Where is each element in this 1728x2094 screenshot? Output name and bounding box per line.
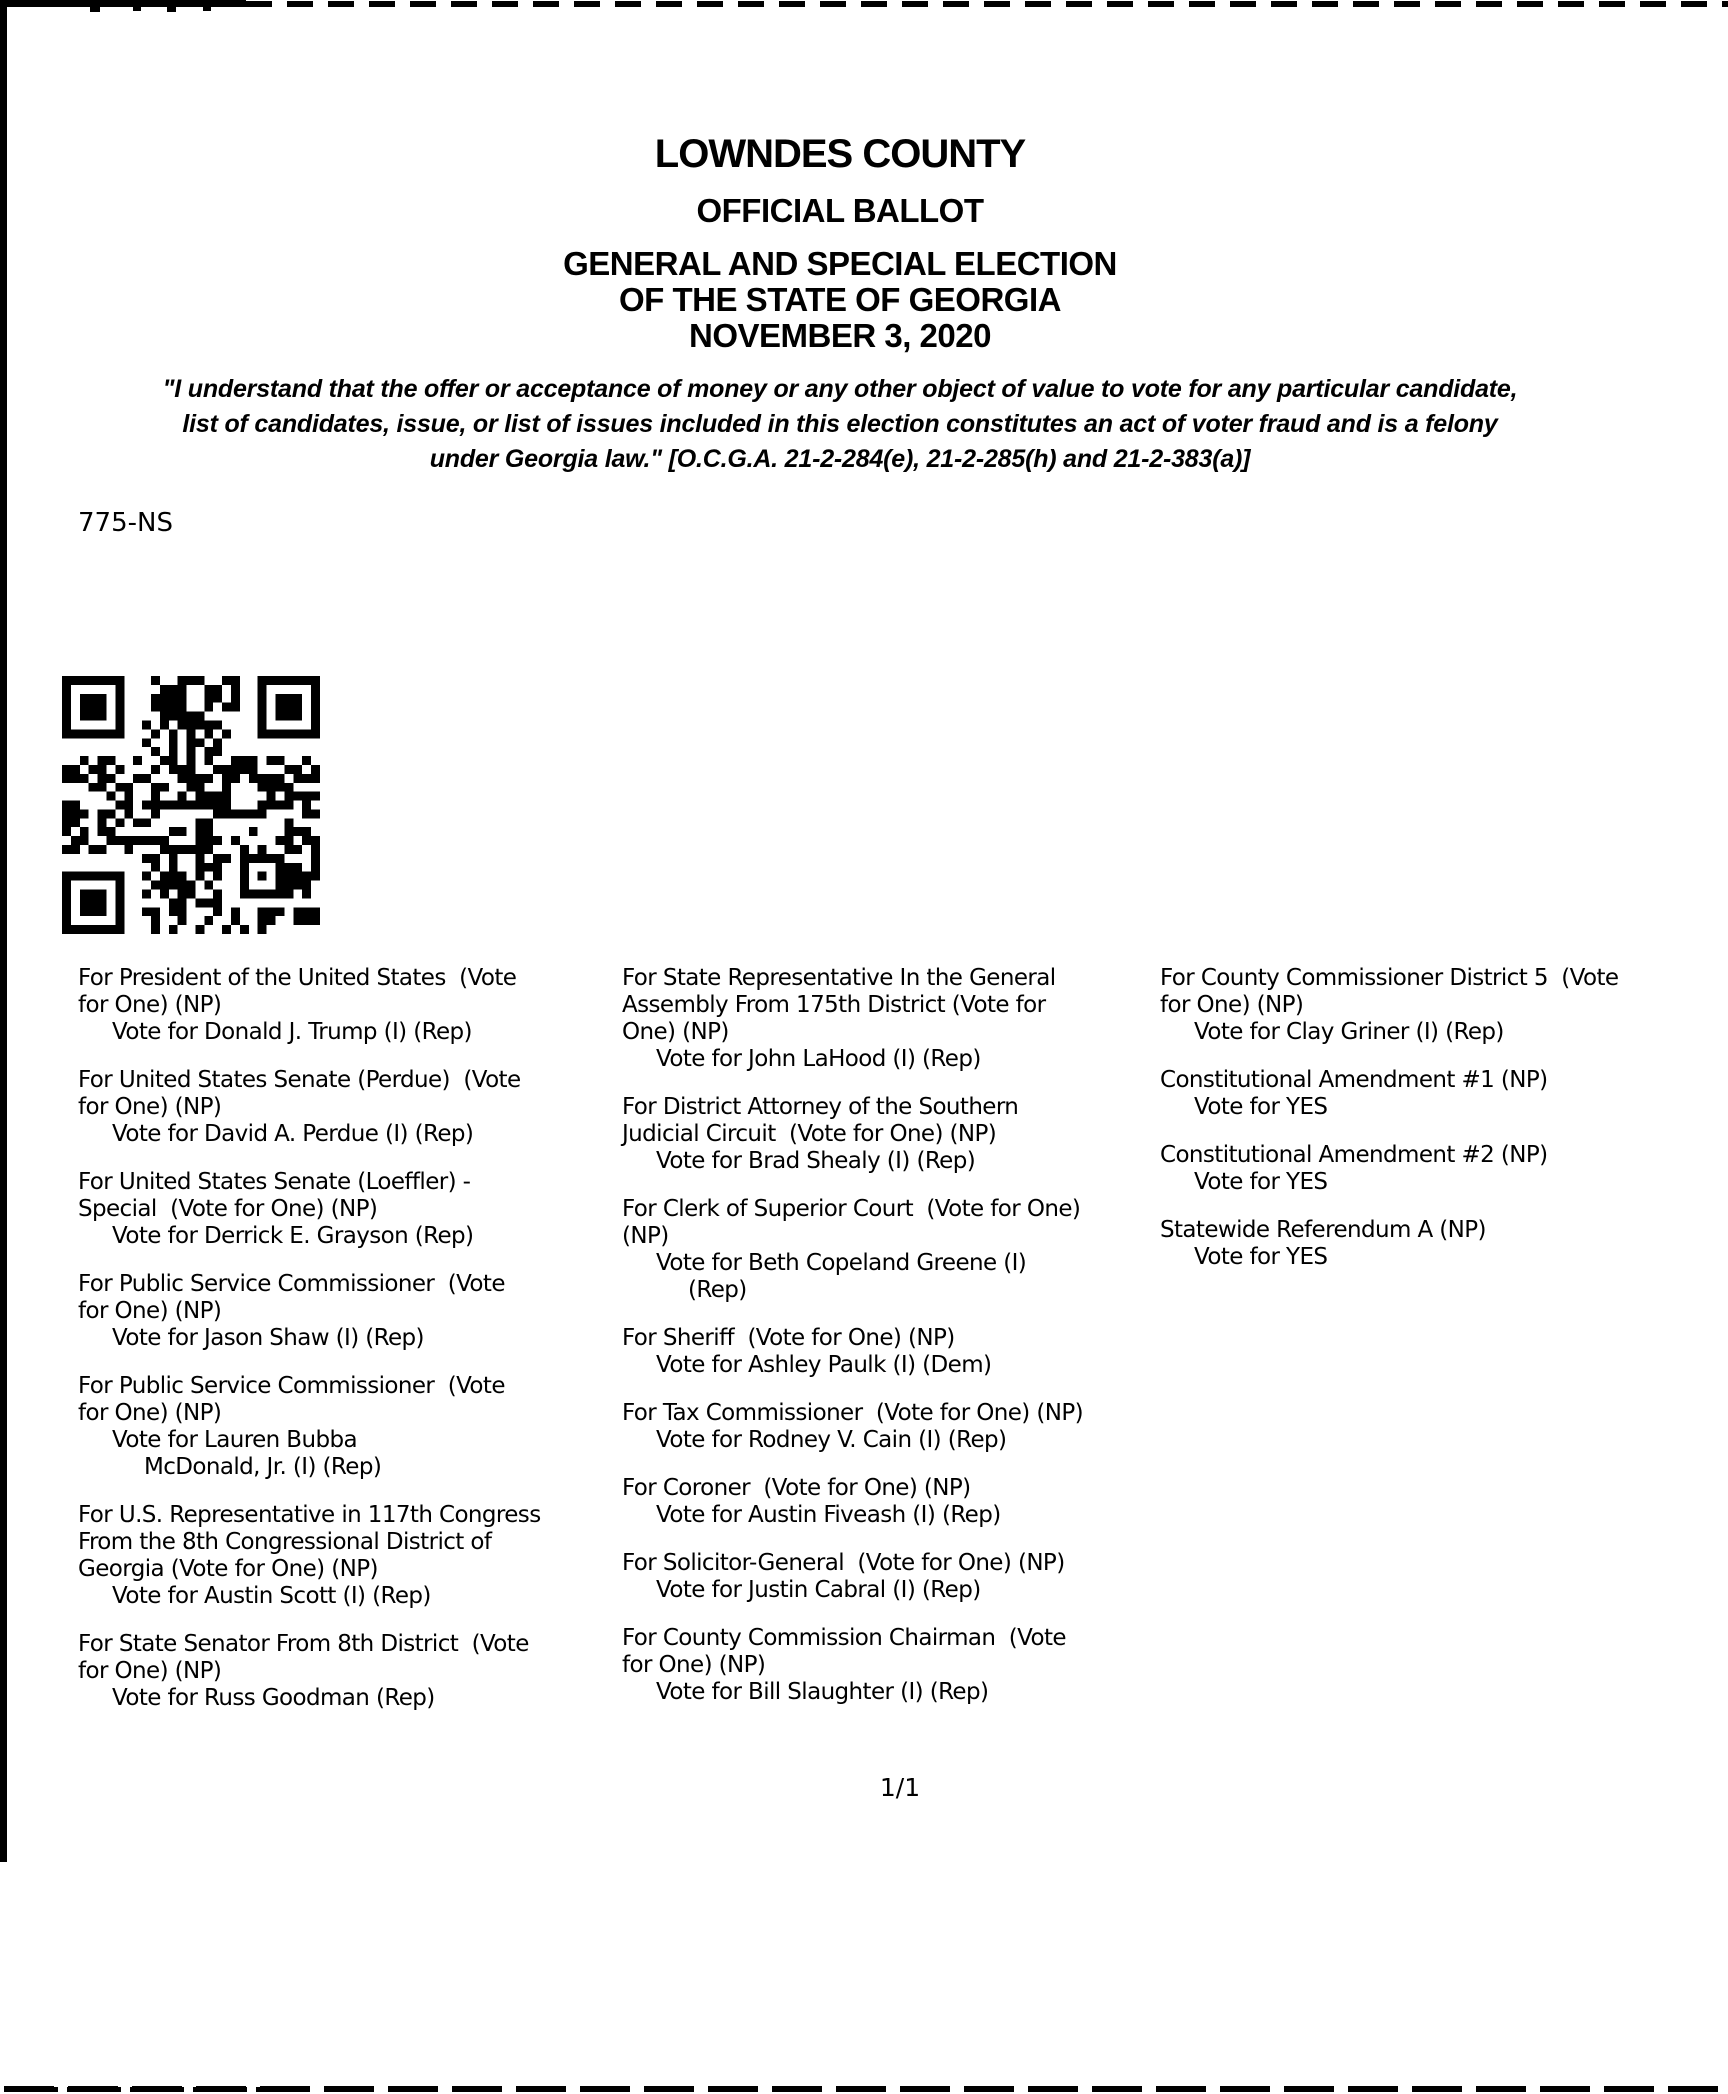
- page-left-edge: [0, 0, 7, 1862]
- office-line: Assembly From 175th District (Vote for: [622, 992, 1046, 1018]
- vote-line: Vote for Bill Slaughter (I) (Rep): [656, 1679, 989, 1705]
- office-line: for One) (NP): [78, 1094, 222, 1120]
- office-line: Constitutional Amendment #2 (NP): [1160, 1142, 1548, 1168]
- vote-line: Vote for YES: [1194, 1094, 1328, 1120]
- county-title: LOWNDES COUNTY: [654, 132, 1026, 176]
- contest-column-1: [78, 965, 622, 1733]
- qr-code: [62, 676, 320, 934]
- voter-fraud-warning-line: list of candidates, issue, or list of issues included in this election constitutes an act of voter fraud and is a felony: [182, 410, 1498, 438]
- scan-artifact-tick: [90, 7, 100, 12]
- contest-block: [78, 1169, 622, 1250]
- vote-line: Vote for David A. Perdue (I) (Rep): [112, 1121, 474, 1147]
- office-line: For Public Service Commissioner (Vote: [78, 1271, 505, 1297]
- office-line: For State Representative In the General: [622, 965, 1056, 991]
- scan-artifact-tick: [167, 7, 176, 12]
- vote-line: McDonald, Jr. (I) (Rep): [144, 1454, 382, 1480]
- contest-block: [1160, 1067, 1728, 1121]
- office-line: for One) (NP): [78, 1400, 222, 1426]
- election-date: NOVEMBER 3, 2020: [689, 317, 991, 354]
- office-line: For Solicitor-General (Vote for One) (NP): [622, 1550, 1065, 1576]
- contest-block: [1160, 1142, 1728, 1196]
- scan-artifact-tick: [133, 7, 141, 11]
- office-line: for One) (NP): [78, 1298, 222, 1324]
- election-name-line1: GENERAL AND SPECIAL ELECTION: [563, 245, 1117, 282]
- office-line: For President of the United States (Vote: [78, 965, 517, 991]
- ballot-title: OFFICIAL BALLOT: [696, 192, 984, 229]
- scan-artifact-tick: [203, 7, 211, 11]
- office-line: For Clerk of Superior Court (Vote for One): [622, 1196, 1081, 1222]
- contest-block: [78, 965, 622, 1046]
- office-line: (NP): [622, 1223, 669, 1249]
- page-top-edge-solid: [0, 0, 246, 7]
- office-line: For County Commission Chairman (Vote: [622, 1625, 1066, 1651]
- contest-block: [622, 1400, 1160, 1454]
- page-top-edge-dashes: [246, 1, 1728, 7]
- office-line: for One) (NP): [78, 992, 222, 1018]
- office-line: For Public Service Commissioner (Vote: [78, 1373, 505, 1399]
- vote-line: Vote for Clay Griner (I) (Rep): [1194, 1019, 1504, 1045]
- contest-block: [78, 1271, 622, 1352]
- page-number: 1/1: [879, 1773, 921, 1802]
- vote-line: Vote for YES: [1194, 1169, 1328, 1195]
- office-line: For U.S. Representative in 117th Congress: [78, 1502, 541, 1528]
- office-line: For United States Senate (Loeffler) -: [78, 1169, 471, 1195]
- office-line: for One) (NP): [622, 1652, 766, 1678]
- vote-line: Vote for Jason Shaw (I) (Rep): [112, 1325, 424, 1351]
- vote-line: Vote for Brad Shealy (I) (Rep): [656, 1148, 976, 1174]
- vote-line: Vote for Derrick E. Grayson (Rep): [112, 1223, 474, 1249]
- office-line: Special (Vote for One) (NP): [78, 1196, 378, 1222]
- vote-line: Vote for Austin Fiveash (I) (Rep): [656, 1502, 1001, 1528]
- vote-line: Vote for Beth Copeland Greene (I): [656, 1250, 1027, 1276]
- contest-block: [78, 1373, 622, 1481]
- vote-line: Vote for Justin Cabral (I) (Rep): [656, 1577, 981, 1603]
- contest-column-3: [1160, 965, 1728, 1292]
- office-line: One) (NP): [622, 1019, 729, 1045]
- contest-block: [78, 1502, 622, 1610]
- office-line: For County Commissioner District 5 (Vote: [1160, 965, 1619, 991]
- vote-line: (Rep): [688, 1277, 747, 1303]
- contest-block: [622, 1625, 1160, 1706]
- vote-line: Vote for Ashley Paulk (I) (Dem): [656, 1352, 992, 1378]
- vote-line: Vote for Russ Goodman (Rep): [112, 1685, 435, 1711]
- office-line: for One) (NP): [1160, 992, 1304, 1018]
- ballot-style-code: 775-NS: [78, 508, 173, 538]
- office-line: For Coroner (Vote for One) (NP): [622, 1475, 971, 1501]
- office-line: Statewide Referendum A (NP): [1160, 1217, 1486, 1243]
- election-name-line2: OF THE STATE OF GEORGIA: [619, 281, 1061, 318]
- office-line: From the 8th Congressional District of: [78, 1529, 492, 1555]
- vote-line: Vote for Rodney V. Cain (I) (Rep): [656, 1427, 1007, 1453]
- voter-fraud-warning-line: under Georgia law." [O.C.G.A. 21-2-284(e), 21-2-285(h) and 21-2-383(a)]: [429, 445, 1251, 473]
- contest-block: [622, 1196, 1160, 1304]
- office-line: For Sheriff (Vote for One) (NP): [622, 1325, 955, 1351]
- voter-fraud-warning-line: "I understand that the offer or acceptance of money or any other object of value to vote for any particular candidate,: [162, 375, 1518, 403]
- contest-block: [1160, 965, 1728, 1046]
- office-line: For State Senator From 8th District (Vote: [78, 1631, 529, 1657]
- contest-block: [622, 965, 1160, 1073]
- vote-line: Vote for Donald J. Trump (I) (Rep): [112, 1019, 472, 1045]
- vote-line: Vote for John LaHood (I) (Rep): [656, 1046, 981, 1072]
- contest-block: [622, 1094, 1160, 1175]
- office-line: Judicial Circuit (Vote for One) (NP): [622, 1121, 997, 1147]
- vote-line: Vote for Lauren Bubba: [112, 1427, 357, 1453]
- contest-column-2: [622, 965, 1160, 1727]
- office-line: For Tax Commissioner (Vote for One) (NP): [622, 1400, 1084, 1426]
- office-line: For District Attorney of the Southern: [622, 1094, 1019, 1120]
- contest-block: [622, 1550, 1160, 1604]
- vote-line: Vote for Austin Scott (I) (Rep): [112, 1583, 431, 1609]
- office-line: for One) (NP): [78, 1658, 222, 1684]
- page-bottom-edge-dense: [4, 2087, 314, 2092]
- contest-block: [1160, 1217, 1728, 1271]
- contest-block: [622, 1325, 1160, 1379]
- office-line: Constitutional Amendment #1 (NP): [1160, 1067, 1548, 1093]
- contest-block: [78, 1067, 622, 1148]
- office-line: Georgia (Vote for One) (NP): [78, 1556, 378, 1582]
- contest-block: [78, 1631, 622, 1712]
- contest-block: [622, 1475, 1160, 1529]
- office-line: For United States Senate (Perdue) (Vote: [78, 1067, 521, 1093]
- voter-fraud-warning: [60, 372, 1620, 477]
- vote-line: Vote for YES: [1194, 1244, 1328, 1270]
